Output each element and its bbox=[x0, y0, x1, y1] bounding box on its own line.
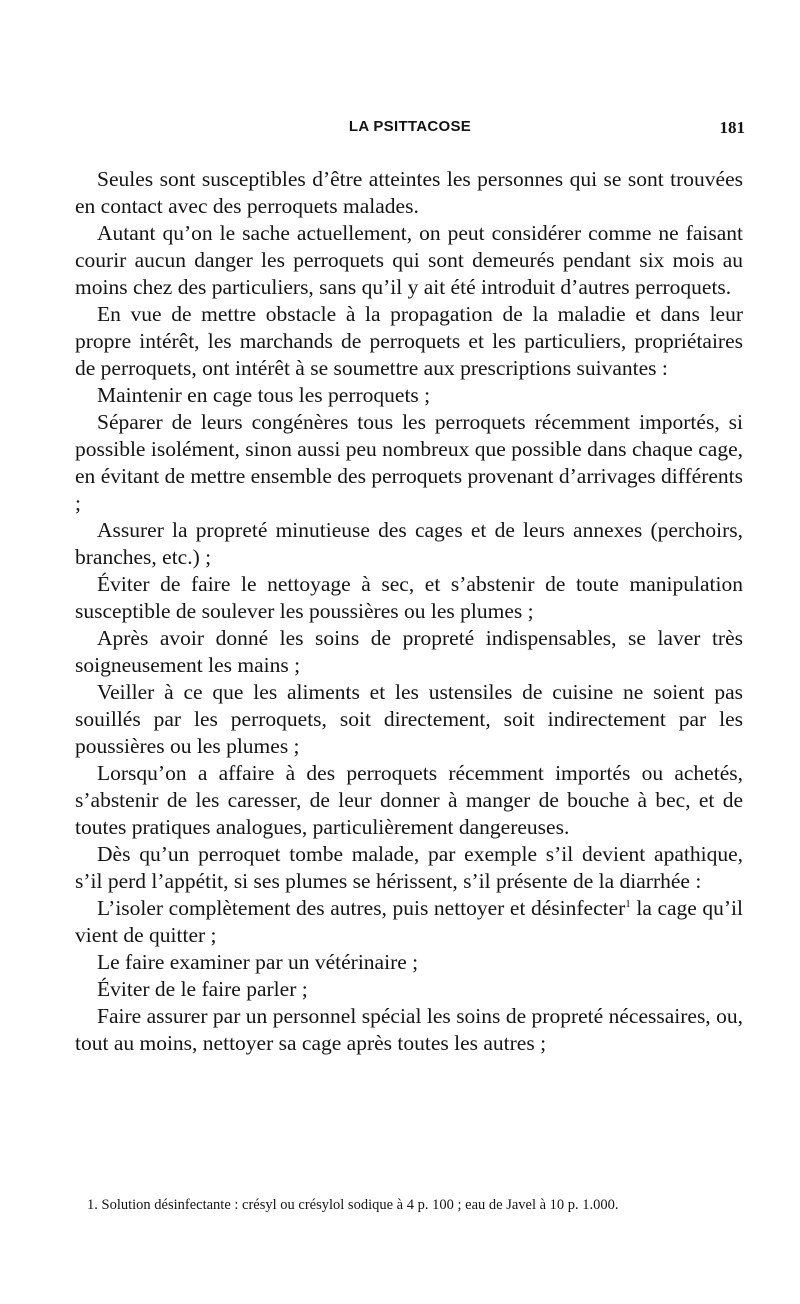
footnote-marker: 1 bbox=[625, 897, 631, 910]
paragraph: Séparer de leurs congénères tous les perroquets récemment importés, si possible isolément, sinon aussi peu nombreux que possible dans chaque cage, en évitant de mettre ensemble des perroquets provenant d’arrivages différents ; bbox=[75, 410, 743, 515]
paragraph-text: L’isoler complètement des autres, puis nettoyer et désinfecter bbox=[97, 896, 626, 920]
paragraph: Le faire examiner par un vétérinaire ; bbox=[97, 950, 419, 974]
body-text bbox=[75, 166, 743, 1057]
running-title: LA PSITTACOSE bbox=[348, 118, 472, 135]
paragraph: Après avoir donné les soins de propreté indispensables, se laver très soigneusement les mains ; bbox=[75, 626, 743, 677]
paragraph: Dès qu’un perroquet tombe malade, par exemple s’il devient apathique, s’il perd l’appétit, si ses plumes se hérissent, s’il présente de la diarrhée : bbox=[75, 842, 743, 893]
paragraph-text: la cage qu’il vient de quitter ; bbox=[75, 896, 743, 947]
paragraph: Maintenir en cage tous les perroquets ; bbox=[97, 383, 431, 407]
paragraph: Seules sont susceptibles d’être atteintes les personnes qui se sont trouvées en contact avec des perroquets malades. bbox=[75, 167, 743, 218]
paragraph: Éviter de faire le nettoyage à sec, et s’abstenir de toute manipulation susceptible de soulever les poussières ou les plumes ; bbox=[75, 572, 743, 623]
paragraph: Lorsqu’on a affaire à des perroquets récemment importés ou achetés, s’abstenir de les caresser, de leur donner à manger de bouche à bec, et de toutes pratiques analogues, particulièrement dangereuses. bbox=[75, 761, 743, 839]
footnote bbox=[75, 1196, 743, 1214]
paragraph: Assurer la propreté minutieuse des cages et de leurs annexes (perchoirs, branches, etc.) ; bbox=[75, 518, 743, 569]
paragraph: Veiller à ce que les aliments et les ustensiles de cuisine ne soient pas souillés par les perroquets, soit directement, soit indirectement par les poussières ou les plumes ; bbox=[75, 680, 743, 758]
page-header bbox=[75, 118, 745, 144]
paragraph-with-footnote bbox=[75, 895, 743, 949]
paragraph: En vue de mettre obstacle à la propagation de la maladie et dans leur propre intérêt, les marchands de perroquets et les particuliers, propriétaires de perroquets, ont intérêt à se soumettre aux prescriptions suivantes : bbox=[75, 302, 743, 380]
paragraph: Autant qu’on le sache actuellement, on peut considérer comme ne faisant courir aucun danger les perroquets qui sont demeurés pendant six mois au moins chez des particuliers, sans qu’il y ait été introduit d’autres perroquets. bbox=[75, 221, 743, 299]
paragraph: Faire assurer par un personnel spécial les soins de propreté nécessaires, ou, tout au moins, nettoyer sa cage après toutes les autres ; bbox=[75, 1004, 743, 1055]
paragraph: Éviter de le faire parler ; bbox=[97, 977, 308, 1001]
page-number: 181 bbox=[719, 118, 745, 137]
footnote-text: 1. Solution désinfectante : crésyl ou crésylol sodique à 4 p. 100 ; eau de Javel à 10 p. 1.000. bbox=[87, 1197, 619, 1213]
